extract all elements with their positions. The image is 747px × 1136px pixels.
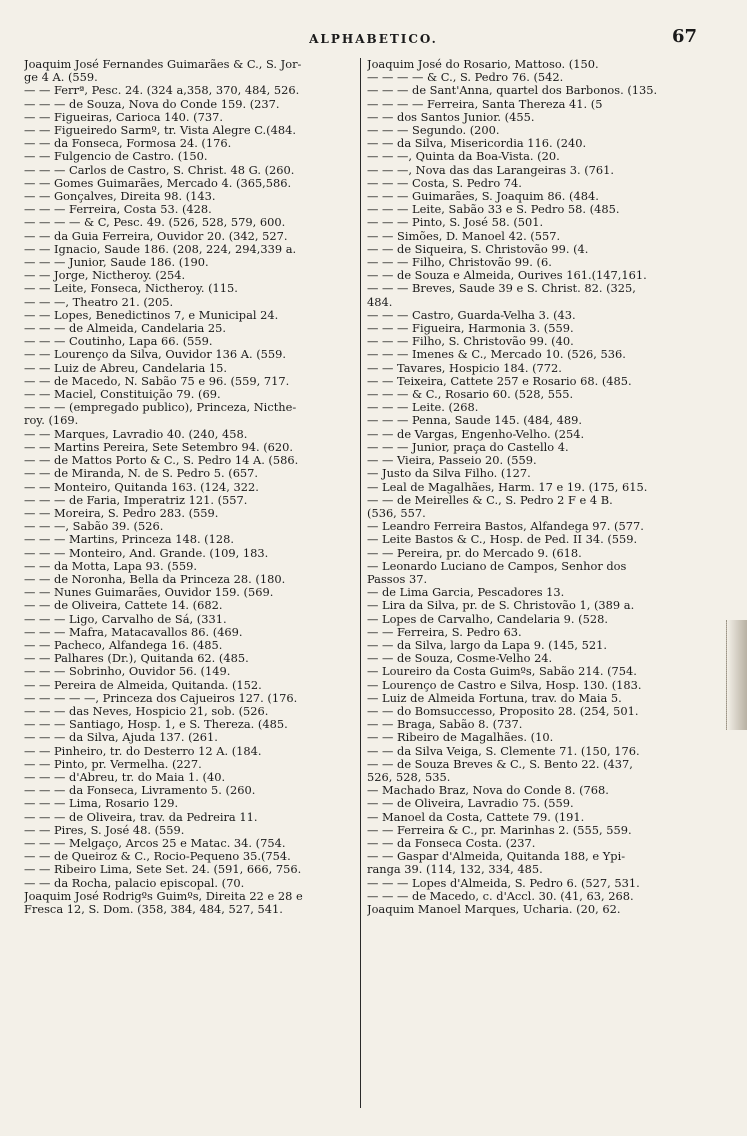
directory-entry: — — — Coutinho, Lapa 66. (559.: [24, 335, 213, 349]
directory-entry: — — — Figueira, Harmonia 3. (559.: [367, 322, 574, 336]
running-title: ALPHABETICO.: [309, 32, 438, 46]
directory-entry: 526, 528, 535.: [367, 770, 451, 784]
directory-entry: — Lourenço de Castro e Silva, Hosp. 130. (183.: [367, 678, 642, 692]
directory-entry: — — de Vargas, Engenho-Velho. (254.: [367, 427, 585, 441]
directory-entry: — — — Lopes d'Almeida, S. Pedro 6. (527, 531.: [367, 876, 640, 890]
directory-entry: — — — Imenes & C., Mercado 10. (526, 536.: [367, 348, 626, 362]
directory-entry: — — —, Theatro 21. (205.: [24, 295, 174, 309]
directory-entry: — — — de Oliveira, trav. da Pedreira 11.: [24, 810, 258, 824]
directory-columns: [24, 58, 696, 1108]
directory-entry: — — — — & C., S. Pedro 76. (542.: [367, 71, 564, 85]
directory-entry: Passos 37.: [367, 572, 428, 586]
directory-entry: — — — Ferreira, Costa 53. (428.: [24, 203, 212, 217]
directory-entry: — — de Meirelles & C., S. Pedro 2 F e 4 B.: [367, 493, 613, 507]
directory-entry: — — — Junior, praça do Castello 4.: [367, 440, 569, 454]
directory-entry: — — — Castro, Guarda-Velha 3. (43.: [367, 308, 576, 322]
directory-entry: — — dos Santos Junior. (455.: [367, 110, 535, 124]
directory-entry: — — da Fonseca, Formosa 24. (176.: [24, 137, 232, 151]
directory-entry: — — —, Quinta da Boa-Vista. (20.: [367, 150, 560, 164]
directory-entry: ranga 39. (114, 132, 334, 485.: [367, 863, 543, 877]
directory-entry: — — Ribeiro de Magalhães. (10.: [367, 731, 554, 745]
directory-entry: — — Martins Pereira, Sete Setembro 94. (620.: [24, 440, 294, 454]
directory-entry: — — — Leite, Sabão 33 e S. Pedro 58. (485.: [367, 203, 620, 217]
directory-entry: — — — Carlos de Castro, S. Christ. 48 G. (260.: [24, 163, 295, 177]
directory-entry: — — de Miranda, N. de S. Pedro 5. (657.: [24, 467, 259, 481]
directory-entry: — — Simões, D. Manoel 42. (557.: [367, 229, 561, 243]
directory-entry: — — — Breves, Saude 39 e S. Christ. 82. (325,: [367, 282, 636, 296]
directory-entry: — — — Junior, Saude 186. (190.: [24, 256, 209, 270]
directory-entry: — — da Motta, Lapa 93. (559.: [24, 559, 198, 573]
directory-entry: Joaquim José do Rosario, Mattoso. (150.: [367, 58, 599, 71]
directory-entry: — — da Fonseca Costa. (237.: [367, 836, 536, 850]
directory-entry: — — — d'Abreu, tr. do Maia 1. (40.: [24, 770, 226, 784]
page-number: 67: [671, 26, 697, 47]
directory-entry: — — Ferreira, S. Pedro 63.: [367, 625, 522, 639]
directory-entry: — — — Filho, S. Christovão 99. (40.: [367, 335, 574, 349]
directory-entry: ge 4 A. (559.: [24, 71, 98, 85]
directory-entry: — — da Silva, Misericordia 116. (240.: [367, 137, 587, 151]
directory-entry: — — — de Faria, Imperatriz 121. (557.: [24, 493, 248, 507]
directory-entry: — — Luiz de Abreu, Candelaria 15.: [24, 361, 228, 375]
right-column: [360, 58, 696, 1108]
directory-entry: — — Braga, Sabão 8. (737.: [367, 718, 523, 732]
directory-entry: — — Pinto, pr. Vermelha. (227.: [24, 757, 202, 771]
directory-entry: Joaquim José Fernandes Guimarães & C., S. Jor-: [24, 58, 302, 71]
directory-entry: — Manoel da Costa, Cattete 79. (191.: [367, 810, 585, 824]
directory-entry: — — de Noronha, Bella da Princeza 28. (180.: [24, 572, 286, 586]
directory-entry: — — da Silva Veiga, S. Clemente 71. (150, 176.: [367, 744, 640, 758]
directory-entry: — — — Ligo, Carvalho de Sá, (331.: [24, 612, 227, 626]
directory-entry: — — — Sobrinho, Ouvidor 56. (149.: [24, 665, 231, 679]
directory-entry: — — da Silva, largo da Lapa 9. (145, 521.: [367, 638, 607, 652]
directory-entry: — — Pacheco, Alfandega 16. (485.: [24, 638, 223, 652]
directory-entry: — — — Guimarães, S. Joaquim 86. (484.: [367, 190, 599, 204]
directory-entry: — — — Santiago, Hosp. 1, e S. Thereza. (485.: [24, 718, 288, 732]
directory-entry: — — de Mattos Porto & C., S. Pedro 14 A. (586.: [24, 454, 299, 468]
directory-entry: — — Marques, Lavradio 40. (240, 458.: [24, 427, 248, 441]
directory-entry: — — Gonçalves, Direita 98. (143.: [24, 190, 216, 204]
directory-entry: — — de Oliveira, Cattete 14. (682.: [24, 599, 223, 613]
directory-entry: — Justo da Silva Filho. (127.: [367, 467, 531, 481]
directory-entry: — — — Segundo. (200.: [367, 124, 500, 138]
page-header: [0, 14, 747, 54]
directory-entry: — Loureiro da Costa Guimºs, Sabão 214. (754.: [367, 665, 637, 679]
directory-entry: — — de Macedo, N. Sabão 75 e 96. (559, 717.: [24, 374, 290, 388]
directory-entry: — — Pereira de Almeida, Quitanda. (152.: [24, 678, 262, 692]
directory-entry: — — — Filho, Christovão 99. (6.: [367, 256, 552, 270]
directory-entry: — — Fulgencio de Castro. (150.: [24, 150, 208, 164]
directory-entry: — — Figueiredo Sarmº, tr. Vista Alegre C.(484.: [24, 124, 296, 138]
directory-entry: — Lopes de Carvalho, Candelaria 9. (528.: [367, 612, 608, 626]
directory-entry: — — da Guia Ferreira, Ouvidor 20. (342, 527.: [24, 229, 288, 243]
directory-entry: Joaquim José Rodrigºs Guimºs, Direita 22 e 28 e: [24, 889, 303, 903]
directory-entry: — Leandro Ferreira Bastos, Alfandega 97. (577.: [367, 520, 644, 534]
directory-entry: roy. (169.: [24, 414, 79, 428]
directory-entry: — — Teixeira, Cattete 257 e Rosario 68. (485.: [367, 374, 632, 388]
directory-entry: — — — das Neves, Hospicio 21, sob. (526.: [24, 704, 269, 718]
directory-entry: — — —, Sabão 39. (526.: [24, 520, 164, 534]
directory-entry: — — Tavares, Hospicio 184. (772.: [367, 361, 562, 375]
directory-entry: — — — — —, Princeza dos Cajueiros 127. (176.: [24, 691, 298, 705]
directory-entry: — — Pires, S. José 48. (559.: [24, 823, 185, 837]
directory-entry: — — de Queiroz & C., Rocio-Pequeno 35.(754.: [24, 850, 291, 864]
directory-entry: — — — Costa, S. Pedro 74.: [367, 176, 522, 190]
directory-entry: (536, 557.: [367, 506, 426, 520]
directory-entry: — Luiz de Almeida Fortuna, trav. do Maia 5.: [367, 691, 622, 705]
directory-entry: — — do Bomsuccesso, Proposito 28. (254, 501.: [367, 704, 639, 718]
directory-entry: — — Gaspar d'Almeida, Quitanda 188, e Ypi-: [367, 850, 626, 864]
directory-entry: — — Pereira, pr. do Mercado 9. (618.: [367, 546, 582, 560]
directory-entry: — Leal de Magalhães, Harm. 17 e 19. (175, 615.: [367, 480, 648, 494]
directory-entry: — — — — Ferreira, Santa Thereza 41. (5: [367, 97, 603, 111]
directory-entry: — — da Rocha, palacio episcopal. (70.: [24, 876, 245, 890]
directory-entry: — — — Lima, Rosario 129.: [24, 797, 179, 811]
directory-entry: 484.: [367, 295, 393, 309]
directory-entry: — — — — & C, Pesc. 49. (526, 528, 579, 600.: [24, 216, 286, 230]
directory-entry: — — de Souza, Cosme-Velho 24.: [367, 652, 553, 666]
directory-entry: — — —, Nova das das Larangeiras 3. (761.: [367, 163, 615, 177]
directory-entry: — — Lopes, Benedictinos 7, e Municipal 24.: [24, 308, 279, 322]
directory-entry: — — de Siqueira, S. Christovão 99. (4.: [367, 242, 589, 256]
directory-entry: — — Nunes Guimarães, Ouvidor 159. (569.: [24, 586, 274, 600]
directory-entry: — Leonardo Luciano de Campos, Senhor dos: [367, 559, 627, 573]
directory-entry: — — — (empregado publico), Princeza, Nicthe-: [24, 401, 297, 415]
directory-entry: — — Jorge, Nictheroy. (254.: [24, 269, 186, 283]
directory-entry: Fresca 12, S. Dom. (358, 384, 484, 527, 541.: [24, 903, 283, 916]
directory-entry: — — — Melgaço, Arcos 25 e Matac. 34. (754.: [24, 836, 286, 850]
directory-entry: — — Ferreira & C., pr. Marinhas 2. (555, 559.: [367, 823, 632, 837]
directory-entry: — — Palhares (Dr.), Quitanda 62. (485.: [24, 652, 249, 666]
directory-entry: — — de Souza Breves & C., S. Bento 22. (437,: [367, 757, 633, 771]
directory-entry: — — — de Macedo, c. d'Accl. 30. (41, 63, 268.: [367, 889, 634, 903]
directory-entry: — — — da Fonseca, Livramento 5. (260.: [24, 784, 256, 798]
directory-entry: — — Ferrª, Pesc. 24. (324 a,358, 370, 484, 526.: [24, 84, 300, 98]
directory-entry: Joaquim Manoel Marques, Ucharia. (20, 62.: [367, 903, 621, 916]
directory-entry: — — — Monteiro, And. Grande. (109, 183.: [24, 546, 269, 560]
directory-entry: — — Gomes Guimarães, Mercado 4. (365,586.: [24, 176, 292, 190]
directory-entry: — de Lima Garcia, Pescadores 13.: [367, 586, 565, 600]
directory-entry: — Lira da Silva, pr. de S. Christovão 1, (389 a.: [367, 599, 635, 613]
directory-entry: — — de Souza e Almeida, Ourives 161.(147,161.: [367, 269, 647, 283]
directory-entry: — — Leite, Fonseca, Nictheroy. (115.: [24, 282, 238, 296]
directory-entry: — — — da Silva, Ajuda 137. (261.: [24, 731, 218, 745]
directory-entry: — — — Penna, Saude 145. (484, 489.: [367, 414, 582, 428]
directory-entry: — — Lourenço da Silva, Ouvidor 136 A. (559.: [24, 348, 287, 362]
directory-entry: — — — Mafra, Matacavallos 86. (469.: [24, 625, 243, 639]
directory-entry: — — — Pinto, S. José 58. (501.: [367, 216, 544, 230]
left-column: [24, 58, 360, 1108]
directory-entry: — — Ignacio, Saude 186. (208, 224, 294,339 a.: [24, 242, 297, 256]
directory-entry: — — — de Sant'Anna, quartel dos Barbonos. (135.: [367, 84, 658, 98]
directory-entry: — — Pinheiro, tr. do Desterro 12 A. (184.: [24, 744, 262, 758]
directory-entry: — — — & C., Rosario 60. (528, 555.: [367, 388, 574, 402]
directory-entry: — — Moreira, S. Pedro 283. (559.: [24, 506, 219, 520]
directory-entry: — — — Leite. (268.: [367, 401, 479, 415]
directory-entry: — — — de Souza, Nova do Conde 159. (237.: [24, 97, 280, 111]
directory-entry: — Leite Bastos & C., Hosp. de Ped. II 34. (559.: [367, 533, 638, 547]
directory-entry: — — Ribeiro Lima, Sete Set. 24. (591, 666, 756.: [24, 863, 302, 877]
page-edge-shadow: [726, 620, 747, 730]
directory-entry: — Machado Braz, Nova do Conde 8. (768.: [367, 784, 609, 798]
directory-entry: — — Maciel, Constituição 79. (69.: [24, 388, 221, 402]
directory-entry: — — — Martins, Princeza 148. (128.: [24, 533, 234, 547]
directory-entry: — — Vieira, Passeio 20. (559.: [367, 454, 537, 468]
directory-entry: — — — de Almeida, Candelaria 25.: [24, 322, 226, 336]
directory-entry: — — de Oliveira, Lavradio 75. (559.: [367, 797, 574, 811]
directory-entry: — — Figueiras, Carioca 140. (737.: [24, 110, 223, 124]
directory-entry: — — Monteiro, Quitanda 163. (124, 322.: [24, 480, 259, 494]
